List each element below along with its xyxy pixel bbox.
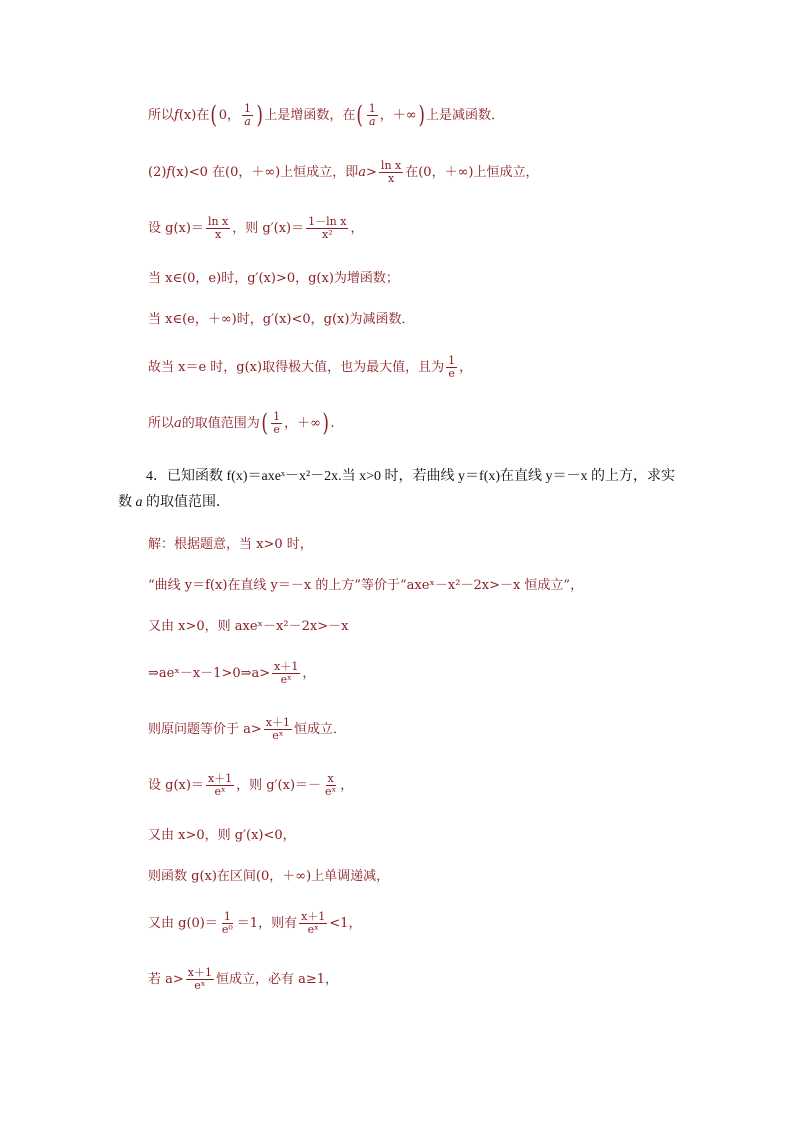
text: 所以 bbox=[148, 107, 175, 123]
question-line-2 bbox=[118, 490, 675, 516]
solution-line-2 bbox=[148, 160, 538, 184]
text: (2) bbox=[148, 164, 167, 180]
solution-line-6 bbox=[148, 355, 472, 379]
solution-line-4: 当 x∈(0，e)时，g′(x)>0，g(x)为增函数； bbox=[148, 271, 399, 286]
denominator: eˣ bbox=[194, 978, 206, 992]
numerator: x＋1 bbox=[274, 660, 299, 673]
text: 恒成立． bbox=[293, 721, 346, 737]
text: ， bbox=[302, 665, 316, 681]
right-paren: ) bbox=[256, 101, 263, 130]
text: 设 g(x)＝ bbox=[148, 777, 204, 793]
fraction bbox=[299, 911, 327, 935]
text: ， bbox=[340, 777, 354, 793]
text: ，＋∞ bbox=[379, 107, 417, 123]
denominator: eˣ bbox=[325, 784, 337, 798]
numerator: x＋1 bbox=[265, 716, 290, 729]
func-name: f bbox=[174, 107, 179, 123]
answer-line-2: “曲线 y＝f(x)在直线 y＝－x 的上方”等价于“axeˣ－x²－2x>－x 恒成立”， bbox=[148, 578, 584, 593]
numerator: 1 bbox=[448, 354, 456, 367]
right-paren: ) bbox=[322, 409, 329, 438]
solution-line-7 bbox=[148, 409, 335, 438]
left-paren: ( bbox=[210, 101, 218, 130]
text: 在 bbox=[196, 107, 210, 123]
text: 数 bbox=[118, 495, 136, 510]
numerator: ln x bbox=[380, 159, 402, 172]
numerator: 1－ln x bbox=[308, 215, 347, 228]
text: 又由 g(0)＝ bbox=[148, 915, 218, 931]
text: ⇒aeˣ－x－1>0⇒a> bbox=[148, 665, 271, 681]
solution-line-5: 当 x∈(e，＋∞)时，g′(x)<0，g(x)为减函数． bbox=[148, 312, 415, 327]
answer-line-1: 解：根据题意，当 x>0 时， bbox=[148, 537, 313, 552]
text: 上是减函数． bbox=[425, 107, 504, 123]
text: ，＋∞ bbox=[284, 415, 322, 431]
fraction bbox=[272, 661, 300, 685]
denominator: a bbox=[368, 114, 376, 128]
text: 0， bbox=[218, 107, 240, 123]
text: 的取值范围为 bbox=[181, 415, 260, 431]
denominator: e⁰ bbox=[221, 922, 233, 936]
denominator: x bbox=[214, 227, 222, 241]
text: 上是增函数，在 bbox=[264, 107, 356, 123]
text: ，则 g′(x)＝－ bbox=[236, 777, 322, 793]
fraction bbox=[206, 773, 234, 797]
numerator: x＋1 bbox=[301, 910, 326, 923]
denominator: eˣ bbox=[280, 672, 292, 686]
solution-line-3 bbox=[148, 216, 363, 240]
answer-line-7: 又由 x>0，则 g′(x)<0， bbox=[148, 828, 296, 843]
answer-line-10 bbox=[148, 967, 338, 991]
denominator: eˣ bbox=[272, 728, 284, 742]
fraction bbox=[379, 160, 403, 184]
left-paren: ( bbox=[261, 409, 268, 438]
numerator: 1 bbox=[273, 410, 281, 423]
fraction bbox=[206, 216, 230, 240]
numerator: 1 bbox=[243, 102, 251, 115]
text: 所以 bbox=[148, 415, 175, 431]
func-name: f bbox=[166, 164, 172, 180]
denominator: a bbox=[244, 114, 251, 128]
text: ， bbox=[350, 220, 364, 236]
text: > bbox=[366, 164, 377, 180]
numerator: 1 bbox=[223, 910, 231, 923]
text: . bbox=[330, 415, 335, 431]
denominator: x² bbox=[321, 227, 333, 241]
fraction bbox=[186, 967, 214, 991]
answer-line-9 bbox=[148, 911, 361, 935]
fraction bbox=[446, 355, 457, 379]
text: 设 g(x)＝ bbox=[148, 220, 204, 236]
text: 若 a> bbox=[148, 971, 184, 987]
text: (x) bbox=[178, 107, 197, 123]
fraction bbox=[323, 773, 338, 797]
denominator: e bbox=[273, 422, 280, 436]
variable: a bbox=[135, 495, 143, 510]
denominator: eˣ bbox=[307, 922, 319, 936]
text: 故当 x＝e 时，g(x)取得极大值，也为最大值，且为 bbox=[148, 359, 445, 375]
answer-line-4 bbox=[148, 661, 315, 685]
numerator: ln x bbox=[207, 215, 229, 228]
text: <1， bbox=[329, 915, 362, 931]
text: 的取值范围． bbox=[142, 495, 230, 510]
text: ＝1，则有 bbox=[236, 915, 298, 931]
fraction bbox=[367, 103, 378, 127]
text: 则原问题等价于 a> bbox=[148, 721, 262, 737]
text: (x)<0 在(0，＋∞)上恒成立，即 bbox=[171, 164, 359, 180]
text: ， bbox=[459, 359, 473, 375]
answer-line-5 bbox=[148, 717, 346, 741]
numerator: x bbox=[327, 772, 334, 785]
text: ，则 g′(x)＝ bbox=[232, 220, 305, 236]
numerator: x＋1 bbox=[207, 772, 233, 785]
answer-line-3: 又由 x>0，则 axeˣ－x²－2x>－x bbox=[148, 619, 349, 634]
right-paren: ) bbox=[418, 101, 425, 130]
denominator: e bbox=[448, 366, 455, 380]
text: 恒成立，必有 a≥1， bbox=[215, 971, 339, 987]
answer-line-6 bbox=[148, 773, 353, 797]
fraction bbox=[264, 717, 292, 741]
numerator: x＋1 bbox=[187, 966, 212, 979]
question-4 bbox=[118, 464, 675, 516]
answer-line-8: 则函数 g(x)在区间(0，＋∞)上单调递减， bbox=[148, 869, 390, 884]
denominator: eˣ bbox=[214, 784, 226, 798]
denominator: x bbox=[387, 171, 395, 185]
fraction bbox=[242, 103, 253, 127]
fraction bbox=[271, 411, 282, 435]
fraction bbox=[306, 216, 348, 240]
fraction bbox=[220, 911, 235, 935]
solution-line-1 bbox=[148, 101, 504, 130]
variable: a bbox=[174, 415, 182, 431]
question-line-1: 4．已知函数 f(x)＝axeˣ－x²－2x.当 x>0 时，若曲线 y＝f(x)在直线 y＝－x 的上方，求实 bbox=[146, 469, 676, 484]
numerator: 1 bbox=[368, 102, 376, 115]
variable: a bbox=[358, 164, 367, 180]
text: 在(0，＋∞)上恒成立， bbox=[405, 164, 539, 180]
left-paren: ( bbox=[356, 101, 364, 130]
